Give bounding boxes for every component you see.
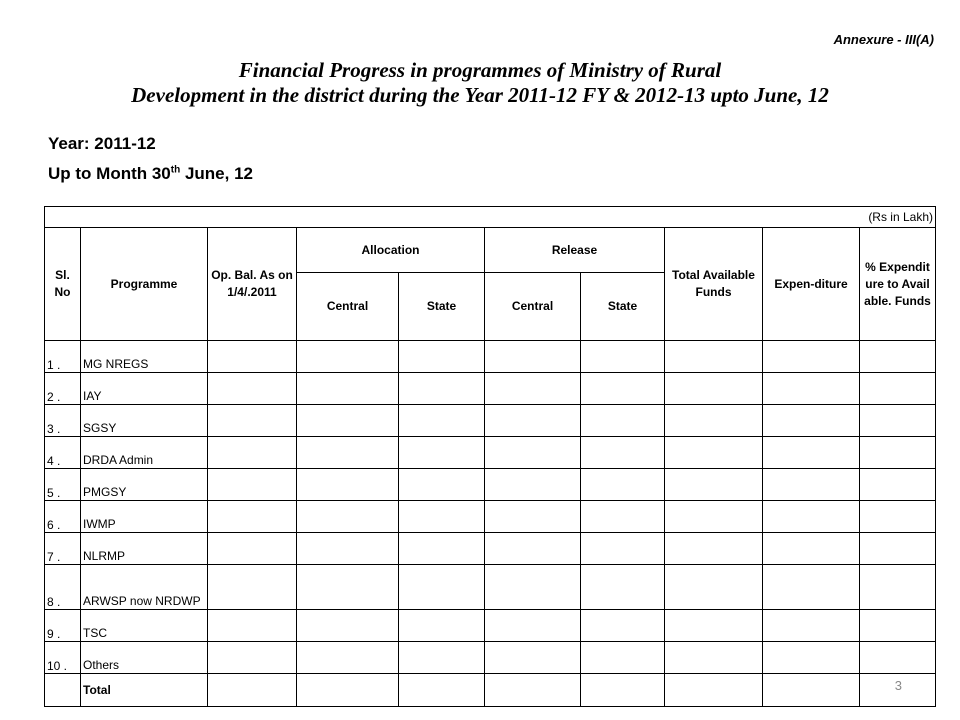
sl-cell: 5 .: [45, 469, 81, 501]
empty-cell: [399, 501, 485, 533]
header-release-state: State: [581, 273, 665, 341]
empty-cell: [860, 341, 936, 373]
header-expenditure: Expen-diture: [763, 228, 860, 341]
empty-cell: [860, 533, 936, 565]
empty-cell: [399, 341, 485, 373]
programme-cell: SGSY: [81, 405, 208, 437]
empty-cell: [581, 642, 665, 674]
table-row: [45, 642, 936, 674]
empty-cell: [208, 610, 297, 642]
empty-cell: [581, 501, 665, 533]
total-label: Total: [81, 674, 208, 707]
empty-cell: [399, 610, 485, 642]
empty-cell: [485, 533, 581, 565]
sl-cell: 7 .: [45, 533, 81, 565]
empty-cell: [581, 533, 665, 565]
empty-cell: [485, 373, 581, 405]
empty-cell: [485, 610, 581, 642]
empty-cell: [399, 533, 485, 565]
table-row: [45, 501, 936, 533]
empty-cell: [665, 610, 763, 642]
empty-cell: [581, 674, 665, 707]
empty-cell: [860, 437, 936, 469]
upto-prefix: Up to Month 30: [48, 164, 171, 183]
empty-cell: [208, 437, 297, 469]
empty-cell: [665, 341, 763, 373]
empty-cell: [399, 373, 485, 405]
table-row: [45, 373, 936, 405]
sl-cell: 4 .: [45, 437, 81, 469]
empty-cell: [485, 341, 581, 373]
programme-cell: TSC: [81, 610, 208, 642]
empty-cell: [581, 437, 665, 469]
empty-cell: [297, 610, 399, 642]
document-title: [0, 58, 960, 108]
empty-cell: [208, 642, 297, 674]
empty-cell: [399, 565, 485, 610]
empty-cell: [763, 674, 860, 707]
empty-cell: [581, 405, 665, 437]
sl-cell: 10 .: [45, 642, 81, 674]
empty-cell: [208, 565, 297, 610]
empty-cell: [581, 341, 665, 373]
header-sl-no: Sl. No: [45, 228, 81, 341]
sl-cell: 1 .: [45, 341, 81, 373]
empty-cell: [297, 501, 399, 533]
programme-cell: PMGSY: [81, 469, 208, 501]
header-allocation-state: State: [399, 273, 485, 341]
empty-cell: [45, 674, 81, 707]
table-row: [45, 437, 936, 469]
table-row: [45, 341, 936, 373]
empty-cell: [860, 610, 936, 642]
empty-cell: [763, 469, 860, 501]
empty-cell: [485, 405, 581, 437]
empty-cell: [860, 565, 936, 610]
empty-cell: [399, 437, 485, 469]
empty-cell: [208, 341, 297, 373]
empty-cell: [399, 642, 485, 674]
empty-cell: [208, 469, 297, 501]
programme-cell: IAY: [81, 373, 208, 405]
empty-cell: [485, 501, 581, 533]
table-row: [45, 405, 936, 437]
programme-cell: Others: [81, 642, 208, 674]
empty-cell: [665, 533, 763, 565]
empty-cell: [763, 610, 860, 642]
upto-sup: th: [170, 164, 181, 176]
financial-progress-table: [44, 206, 936, 707]
empty-cell: [860, 642, 936, 674]
empty-cell: [297, 565, 399, 610]
empty-cell: [763, 565, 860, 610]
empty-cell: [763, 437, 860, 469]
empty-cell: [581, 565, 665, 610]
empty-cell: [860, 469, 936, 501]
table-row: [45, 533, 936, 565]
table-row: [45, 469, 936, 501]
empty-cell: [860, 501, 936, 533]
empty-cell: [485, 642, 581, 674]
empty-cell: [581, 610, 665, 642]
programme-cell: ARWSP now NRDWP: [81, 565, 208, 610]
unit-note: (Rs in Lakh): [45, 207, 936, 228]
empty-cell: [208, 405, 297, 437]
title-line-1: Financial Progress in programmes of Ministry of Rural: [238, 58, 722, 82]
empty-cell: [297, 405, 399, 437]
programme-cell: MG NREGS: [81, 341, 208, 373]
empty-cell: [399, 405, 485, 437]
table-row: [45, 565, 936, 610]
programme-cell: NLRMP: [81, 533, 208, 565]
empty-cell: [208, 373, 297, 405]
header-release: Release: [485, 228, 665, 273]
table-row: [45, 610, 936, 642]
empty-cell: [665, 565, 763, 610]
empty-cell: [399, 469, 485, 501]
empty-cell: [399, 674, 485, 707]
empty-cell: [581, 373, 665, 405]
empty-cell: [485, 674, 581, 707]
empty-cell: [665, 501, 763, 533]
empty-cell: [860, 373, 936, 405]
empty-cell: [485, 437, 581, 469]
empty-cell: [665, 437, 763, 469]
year-label: Year: 2011-12: [48, 134, 156, 153]
empty-cell: [763, 642, 860, 674]
header-programme: Programme: [81, 228, 208, 341]
empty-cell: [860, 405, 936, 437]
empty-cell: [297, 533, 399, 565]
header-allocation-central: Central: [297, 273, 399, 341]
annexure-label: Annexure - III(A): [833, 32, 934, 47]
programme-cell: IWMP: [81, 501, 208, 533]
empty-cell: [665, 642, 763, 674]
sl-cell: 3 .: [45, 405, 81, 437]
empty-cell: [665, 405, 763, 437]
empty-cell: [763, 533, 860, 565]
total-row: [45, 674, 936, 707]
header-allocation: Allocation: [297, 228, 485, 273]
empty-cell: [763, 501, 860, 533]
empty-cell: [208, 674, 297, 707]
empty-cell: [297, 674, 399, 707]
empty-cell: [297, 341, 399, 373]
empty-cell: [297, 437, 399, 469]
empty-cell: [763, 373, 860, 405]
header-pct-expenditure: % Expenditure to Available. Funds: [860, 228, 936, 341]
empty-cell: [485, 469, 581, 501]
empty-cell: [665, 674, 763, 707]
programme-cell: DRDA Admin: [81, 437, 208, 469]
empty-cell: [665, 373, 763, 405]
empty-cell: [665, 469, 763, 501]
header-op-bal: Op. Bal. As on 1/4/.2011: [208, 228, 297, 341]
empty-cell: [297, 469, 399, 501]
empty-cell: [297, 642, 399, 674]
page-number: 3: [894, 678, 902, 693]
empty-cell: [297, 373, 399, 405]
empty-cell: [208, 501, 297, 533]
title-line-2: Development in the district during the Year 2011-12 FY & 2012-13 upto June, 12: [131, 83, 829, 107]
empty-cell: [485, 565, 581, 610]
header-total-available: Total Available Funds: [665, 228, 763, 341]
sl-cell: 9 .: [45, 610, 81, 642]
empty-cell: [763, 405, 860, 437]
empty-cell: [763, 341, 860, 373]
empty-cell: [208, 533, 297, 565]
upto-label: [48, 164, 253, 184]
empty-cell: [581, 469, 665, 501]
upto-suffix: June, 12: [180, 164, 253, 183]
sl-cell: 6 .: [45, 501, 81, 533]
sl-cell: 2 .: [45, 373, 81, 405]
sl-cell: 8 .: [45, 565, 81, 610]
header-release-central: Central: [485, 273, 581, 341]
